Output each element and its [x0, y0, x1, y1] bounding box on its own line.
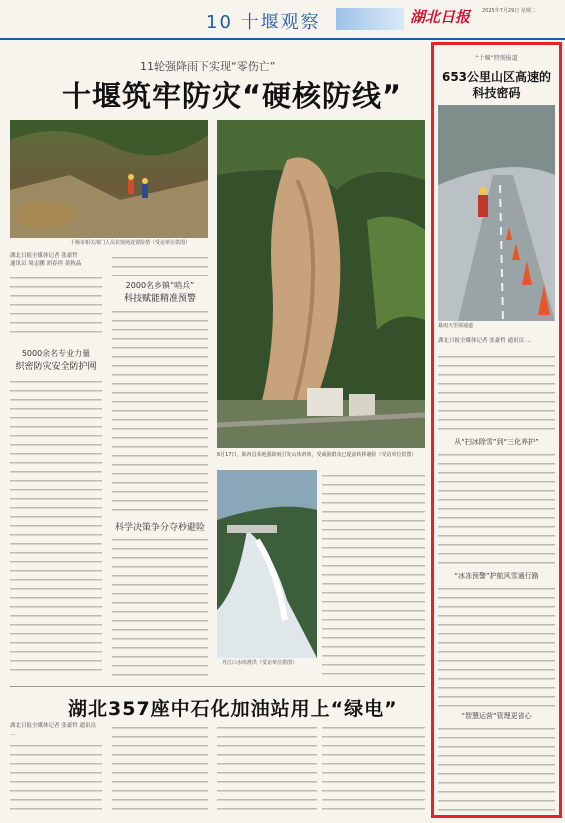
page-section-title: 10 十堰观察 [206, 12, 321, 33]
subhead-line: 织密防灾安全防护网 [15, 362, 97, 372]
sidebar-subhead-3: “智慧运营”管理更省心 [461, 712, 532, 720]
divider [10, 686, 425, 687]
bottom-column-2 [112, 722, 208, 816]
subhead-scientific-decision: 科学决策争分夺秒避险 [114, 523, 205, 533]
sidebar-headline-line1: 653公里山区高速的 [441, 70, 552, 84]
sidebar-text-2 [438, 449, 555, 567]
issue-date: 2025年7月29日 星期二 [482, 8, 536, 14]
sidebar-kicker: “十堰”特别报道 [475, 55, 518, 62]
page-header [0, 0, 565, 40]
highlighted-sidebar-article[interactable] [431, 42, 562, 818]
photo-caption-mid: 6月17日，郧西县某地强降雨引发山体滑坡，受威胁群众已提前转移避险（受访单位供图） [217, 452, 417, 458]
newspaper-logo: 湖北日报 [410, 8, 471, 26]
photo-reservoir-discharge [217, 470, 317, 658]
sidebar-headline [434, 69, 559, 101]
sidebar-subhead-1: 从“扫冰除雪”到“三化养护” [454, 438, 539, 446]
subhead-2000-sentinels [112, 280, 208, 304]
subhead-line: 科技赋能精准预警 [123, 294, 196, 304]
article-column-2a [112, 252, 208, 276]
sidebar-photo-highway [438, 105, 555, 321]
bottom-column-1 [10, 740, 102, 816]
subhead-line: 5000余名专业力量 [21, 349, 91, 358]
photo-landslide [217, 120, 425, 448]
bottom-column-3 [217, 722, 317, 816]
main-kicker: 11轮强降雨下实现“零伤亡” [140, 60, 276, 73]
article-column-1a [10, 272, 102, 340]
subhead-line: 2000名乡镇“哨兵” [125, 281, 195, 290]
sidebar-byline: 湖北日报全媒体记者 张豪哲 通讯员 ... [438, 338, 531, 344]
sidebar-text-3 [438, 583, 555, 707]
sidebar-headline-line2: 科技密码 [472, 86, 521, 100]
photo-caption-bottom: 丹江口水库泄洪（受访单位供图） [222, 660, 298, 666]
sidebar-photo-caption: 暴雨天里保通道 [438, 323, 474, 329]
byline-correspondents: 通讯员 周志鹏 胡春祥 黄秋晶 [10, 261, 82, 267]
article-column-2c [112, 534, 208, 676]
header-decoration [336, 8, 404, 30]
photo-rescue-workers [10, 120, 208, 238]
subhead-5000-forces [10, 348, 102, 372]
main-headline: 十堰筑牢防灾“硬核防线” [62, 79, 403, 113]
byline-reporter: 湖北日报全媒体记者 张豪哲 [10, 253, 78, 259]
article-column-3 [322, 470, 425, 676]
sidebar-text-1 [438, 351, 555, 435]
sidebar-subhead-2: “冰冻预警”护航风雪通行路 [454, 572, 539, 580]
main-byline [10, 252, 102, 268]
bottom-column-4 [322, 722, 425, 816]
bottom-headline: 湖北357座中石化加油站用上“绿电” [68, 698, 398, 720]
article-column-1b [10, 376, 102, 676]
sidebar-text-4 [438, 723, 555, 811]
article-column-2b [112, 306, 208, 516]
photo-caption-left: 十堰市相关部门人员在现场处置险情（受访单位供图） [70, 240, 191, 246]
bottom-byline: 湖北日报全媒体记者 张豪哲 通讯员 ... [10, 723, 96, 737]
